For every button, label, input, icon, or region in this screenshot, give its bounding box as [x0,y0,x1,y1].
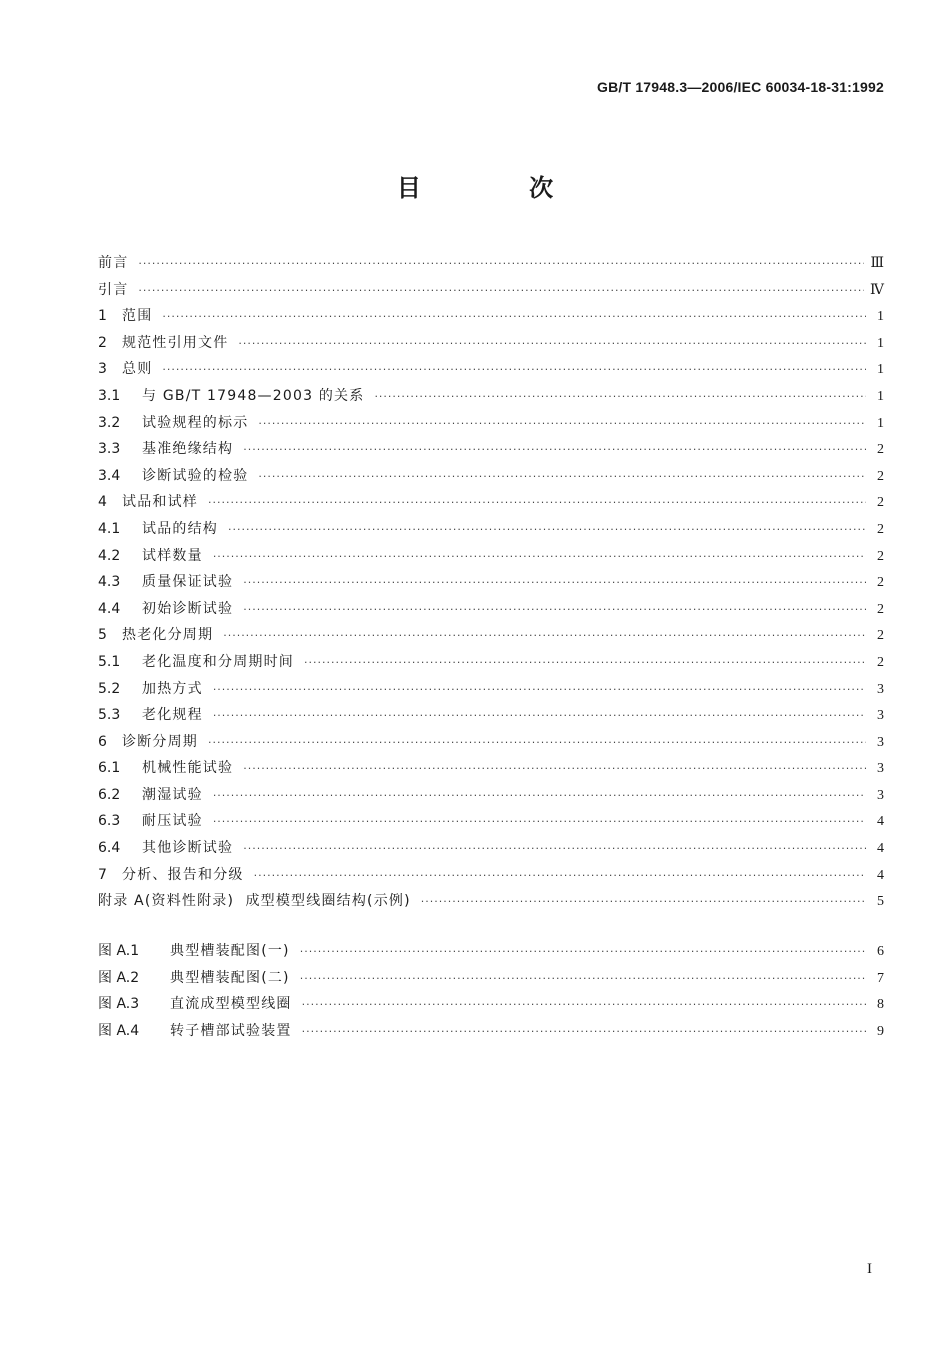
toc-number: 6.1 [98,760,121,777]
toc-page: 5 [877,894,884,910]
toc-number: 1 [98,308,107,325]
toc-entry[interactable] [98,277,884,304]
toc-number: 3.2 [98,414,121,431]
toc-label: 诊断分周期 [122,733,198,750]
toc-label: 前言 [98,255,129,271]
figure-page: 9 [877,1023,884,1039]
toc-label: 试品的结构 [142,520,218,537]
toc-page: 3 [877,734,884,750]
toc-entry[interactable] [98,516,884,543]
dot-leader [243,836,866,863]
toc-label: 机械性能试验 [142,760,234,777]
figure-label: 典型槽装配图(二) [170,969,290,986]
toc-number: 4 [98,494,107,511]
figure-label: 转子槽部试验装置 [170,1022,292,1039]
toc-label: 分析、报告和分级 [122,866,244,883]
toc-page: 2 [877,495,884,511]
toc-label: 质量保证试验 [142,574,234,591]
dot-leader [421,889,866,916]
page-number: I [867,1261,872,1277]
figure-number: 图 A.4 [98,1022,140,1039]
toc-number: 3.3 [98,441,121,458]
dot-leader [302,1019,866,1046]
dot-leader [304,650,866,677]
toc-page: 1 [877,388,884,404]
toc-label: 规范性引用文件 [122,334,229,351]
table-of-contents [98,250,884,915]
toc-entry[interactable] [98,436,884,463]
dot-leader [138,251,864,278]
toc-entry[interactable] [98,649,884,676]
toc-number: 3.4 [98,467,121,484]
toc-page: 1 [877,362,884,378]
toc-entry[interactable] [98,330,884,357]
toc-page: 3 [877,787,884,803]
toc-label: 其他诊断试验 [142,840,234,857]
toc-entry[interactable] [98,489,884,516]
figure-entry[interactable] [98,991,884,1018]
toc-page: 2 [877,628,884,644]
toc-page: 2 [877,548,884,564]
toc-entry[interactable] [98,303,884,330]
toc-entry[interactable] [98,463,884,490]
toc-page: 2 [877,442,884,458]
toc-page: 4 [877,867,884,883]
toc-label: 总则 [122,361,153,378]
toc-label: 试验规程的标示 [142,414,249,431]
toc-page: 4 [877,841,884,857]
dot-leader [228,517,866,544]
toc-entry[interactable] [98,250,884,277]
toc-entry[interactable] [98,808,884,835]
dot-leader [213,809,866,836]
toc-entry[interactable] [98,729,884,756]
dot-leader [208,730,866,757]
toc-page: 1 [877,415,884,431]
toc-number: 6 [98,733,107,750]
toc-entry[interactable] [98,569,884,596]
toc-page: 3 [877,761,884,777]
toc-page: 2 [877,601,884,617]
toc-page: 2 [877,575,884,591]
dot-leader [213,677,866,704]
toc-number: 4.2 [98,547,121,564]
toc-number: 6.2 [98,786,121,803]
dot-leader [300,966,866,993]
dot-leader [213,703,866,730]
toc-label: 基准绝缘结构 [142,441,234,458]
dot-leader [138,278,864,305]
toc-number: 2 [98,334,107,351]
toc-number: 4.1 [98,520,121,537]
toc-number: 5.1 [98,653,121,670]
toc-number: 7 [98,866,107,883]
toc-number: 5 [98,627,107,644]
figure-label: 典型槽装配图(一) [170,943,290,959]
dot-leader [258,411,866,438]
toc-label: 老化规程 [142,707,203,724]
toc-entry[interactable] [98,543,884,570]
toc-page: 2 [877,654,884,670]
toc-entry[interactable] [98,782,884,809]
dot-leader [258,464,866,491]
toc-label: 引言 [98,281,129,298]
toc-entry[interactable] [98,622,884,649]
toc-label: 诊断试验的检验 [142,467,249,484]
dot-leader [162,304,866,331]
figure-number: 图 A.2 [98,969,140,986]
toc-entry[interactable] [98,702,884,729]
figure-entry[interactable] [98,938,884,965]
toc-page: 3 [877,681,884,697]
dot-leader [208,490,866,517]
toc-number: 5.3 [98,707,121,724]
toc-label: 热老化分周期 [122,627,214,644]
toc-label: 范围 [122,308,153,325]
toc-label: 加热方式 [142,680,203,697]
dot-leader [300,939,866,966]
toc-page: Ⅲ [870,256,884,271]
dot-leader [243,570,866,597]
toc-label: 与 GB/T 17948—2003 的关系 [142,387,365,404]
figure-entry[interactable] [98,965,884,992]
dot-leader [243,437,866,464]
toc-page: 1 [877,309,884,325]
standard-code: GB/T 17948.3—2006/IEC 60034-18-31:1992 [596,79,884,95]
toc-label: 初始诊断试验 [142,600,234,617]
toc-entry[interactable] [98,383,884,410]
list-of-figures [98,938,884,1044]
toc-entry[interactable] [98,755,884,782]
figure-number: 图 A.1 [98,943,140,959]
toc-number: 4.4 [98,600,121,617]
toc-label: 试样数量 [142,547,203,564]
toc-number: 5.2 [98,680,121,697]
figure-label: 直流成型模型线圈 [170,996,292,1013]
dot-leader [254,863,866,890]
page-title: 目 次 [396,174,604,202]
figure-page: 6 [877,944,884,959]
toc-number: 6.4 [98,840,121,857]
dot-leader [213,783,866,810]
toc-number: 3 [98,361,107,378]
toc-entry[interactable] [98,356,884,383]
toc-page: 4 [877,814,884,830]
toc-entry[interactable] [98,888,884,915]
dot-leader [213,544,866,571]
dot-leader [243,597,866,624]
dot-leader [223,623,866,650]
toc-entry[interactable] [98,835,884,862]
figure-page: 7 [877,970,884,986]
toc-page: Ⅳ [870,282,884,298]
dot-leader [238,331,866,358]
figure-entry[interactable] [98,1018,884,1045]
toc-label: 耐压试验 [142,813,203,830]
toc-page: 2 [877,521,884,537]
toc-label: 附录 A(资料性附录) 成型模型线圈结构(示例) [98,893,411,910]
dot-leader [374,384,866,411]
dot-leader [243,756,866,783]
toc-page: 2 [877,468,884,484]
toc-number: 6.3 [98,813,121,830]
dot-leader [162,357,866,384]
figure-page: 8 [877,997,884,1013]
toc-entry[interactable] [98,862,884,889]
toc-label: 老化温度和分周期时间 [142,653,294,670]
toc-page: 3 [877,708,884,724]
dot-leader [302,992,866,1019]
toc-label: 潮湿试验 [142,786,203,803]
toc-number: 4.3 [98,574,121,591]
toc-entry[interactable] [98,676,884,703]
toc-number: 3.1 [98,387,121,404]
toc-page: 1 [877,335,884,351]
toc-entry[interactable] [98,410,884,437]
toc-entry[interactable] [98,596,884,623]
toc-label: 试品和试样 [122,494,198,511]
figure-number: 图 A.3 [98,996,140,1013]
